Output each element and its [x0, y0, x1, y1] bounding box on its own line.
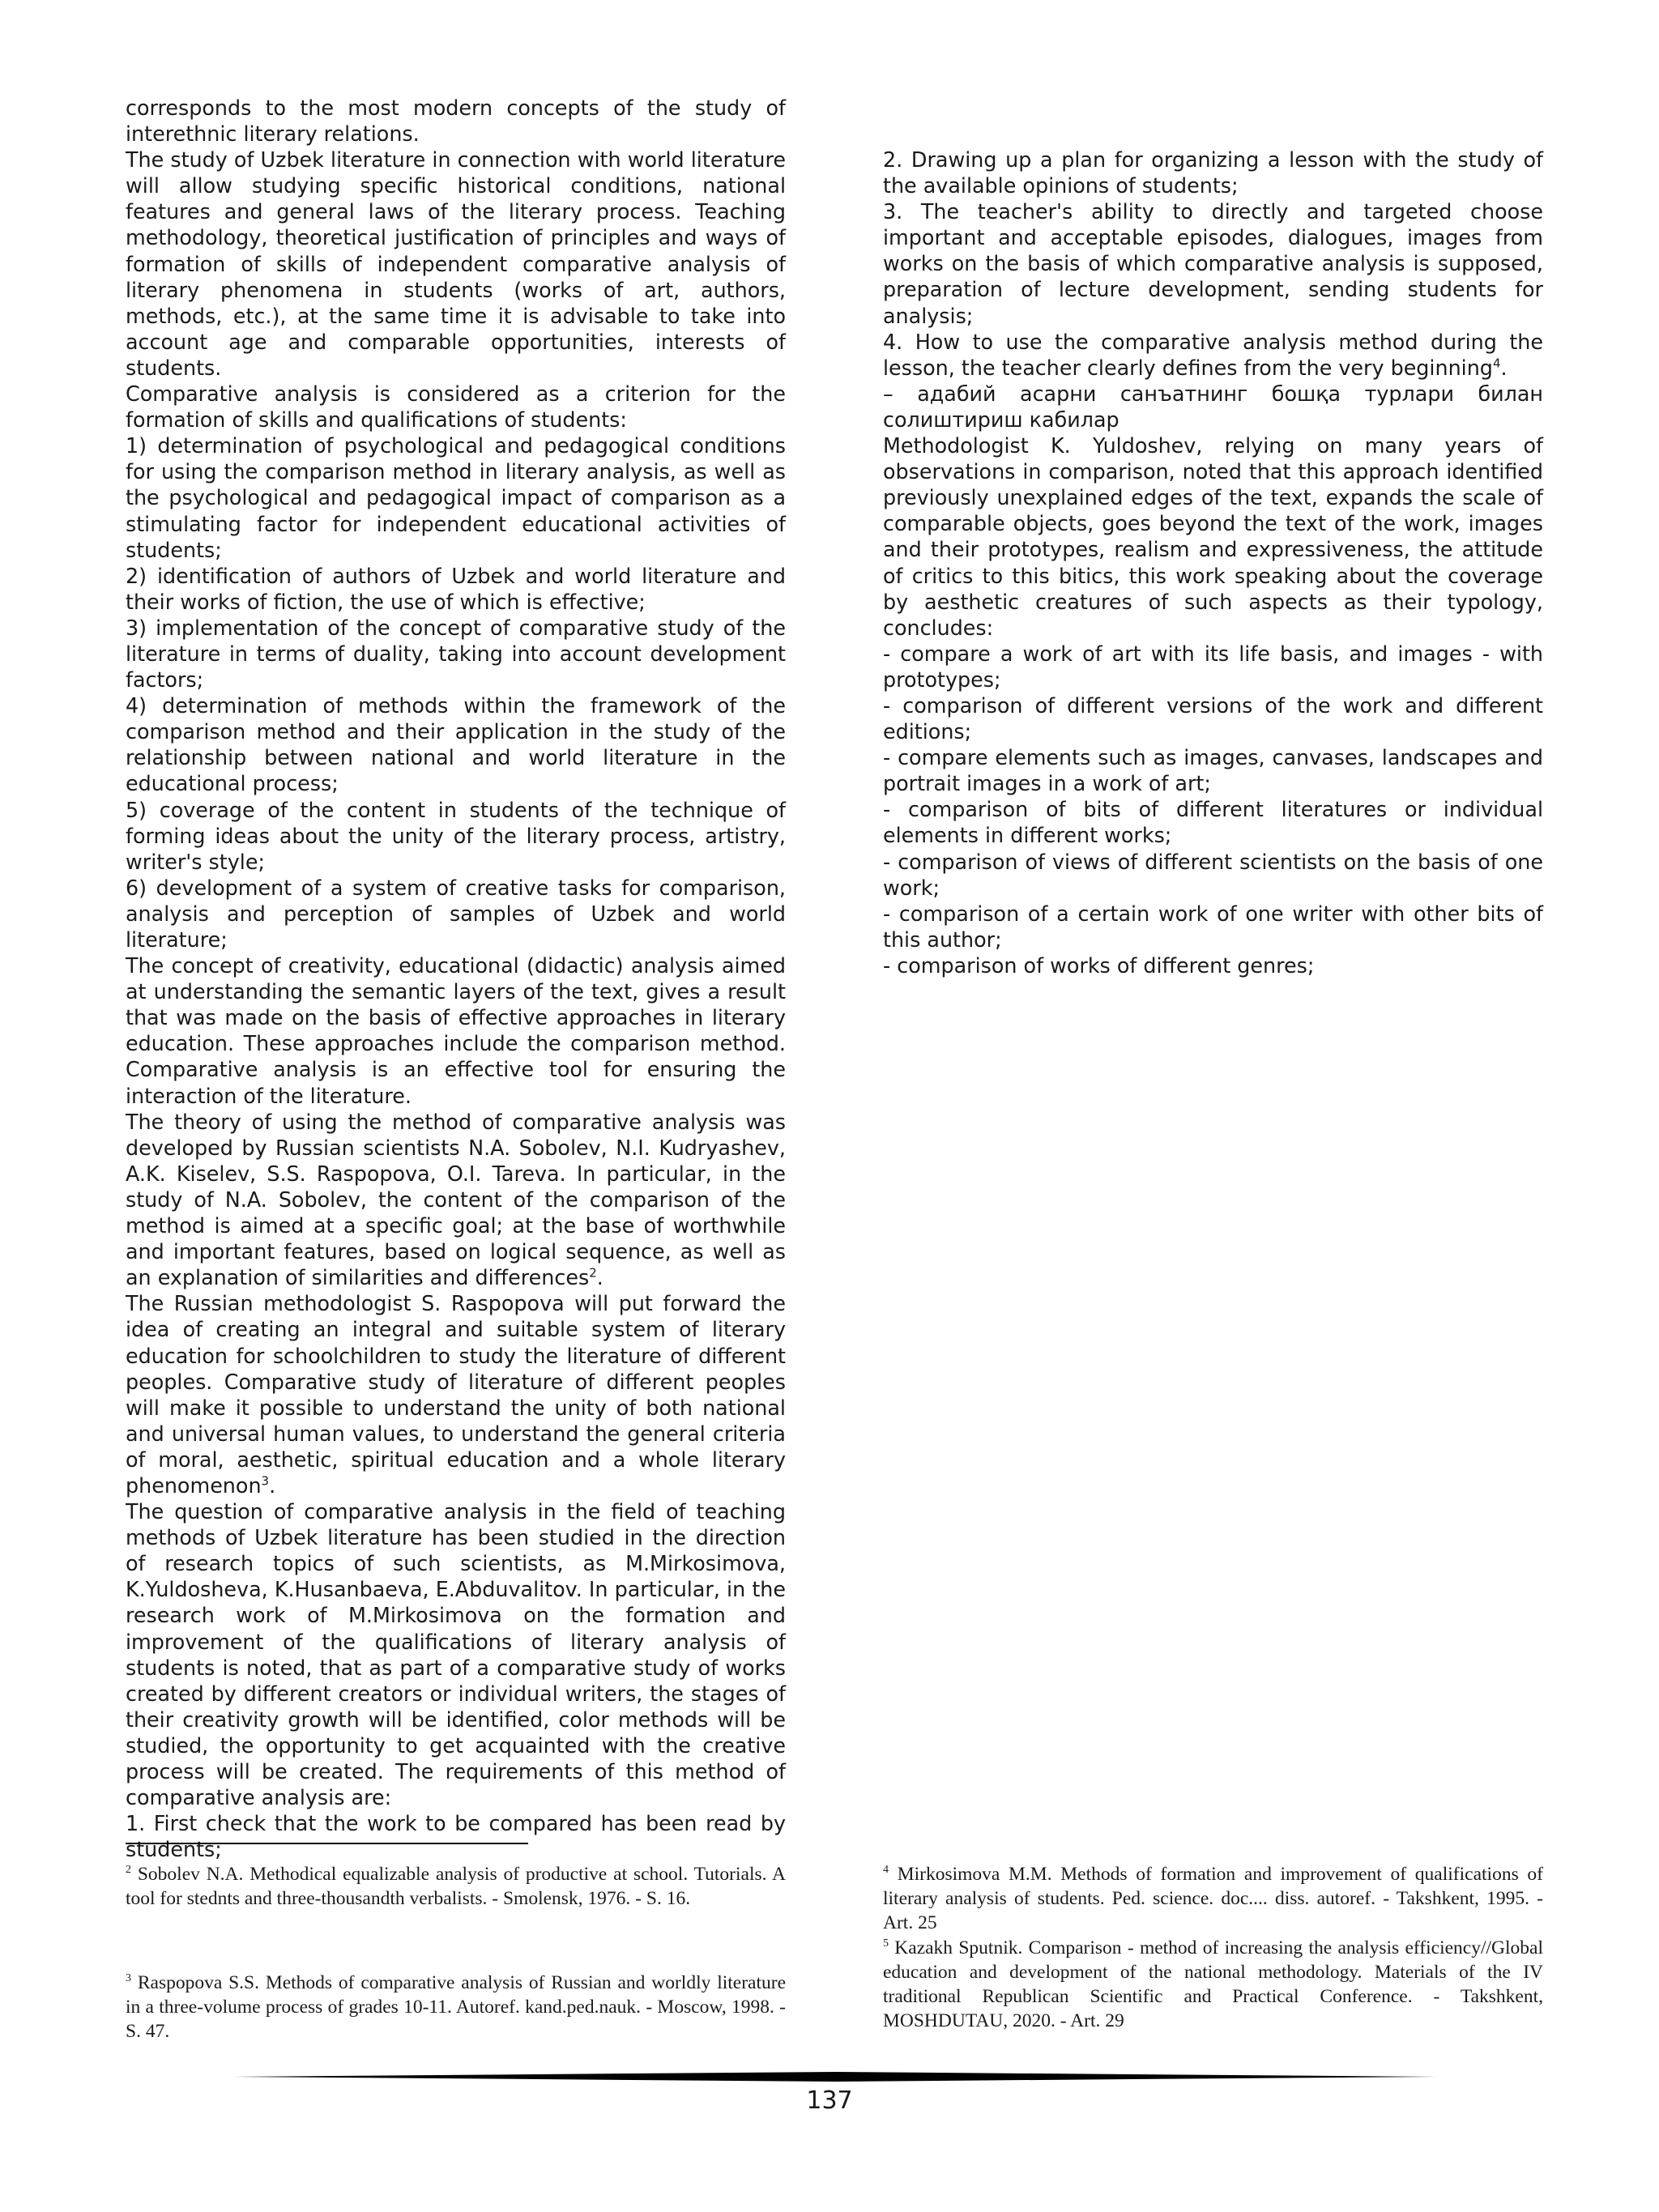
list-item: 2) identification of authors of Uzbek and world literature and their works of fiction, the use of which is effective;: [126, 563, 786, 614]
footnote-number: 4: [883, 1864, 889, 1877]
list-item: 5) coverage of the content in students of the technique of forming ideas about the unity of the literary process, artistry, writer's style;: [126, 797, 786, 874]
footnote-number: 5: [883, 1937, 889, 1950]
page-bottom-rule: [233, 2072, 1437, 2082]
paragraph: The concept of creativity, educational (didactic) analysis aimed at understanding the semantic layers of the text, gives a result that was made on the basis of effective approaches in literary education. These approaches include the comparison method. Comparative analysis is an effective tool for ensuring the interaction of the literature.: [126, 953, 786, 1108]
paragraph: corresponds to the most modern concepts of the study of interethnic literary relations.: [126, 96, 786, 147]
list-item: 1. First check that the work to be compared has been read by students;: [126, 1811, 786, 1862]
list-item: 6) development of a system of creative tasks for comparison, analysis and perception of samples of Uzbek and world literature;: [126, 875, 786, 952]
list-item: - comparison of works of different genres;: [883, 953, 1315, 978]
footnote-divider: [126, 1843, 528, 1844]
page-number: 137: [806, 2086, 853, 2115]
footnote-ref[interactable]: 4: [1492, 356, 1501, 371]
list-item: - comparison of different versions of the work and different editions;: [883, 693, 1543, 744]
paragraph-text: The theory of using the method of comparative analysis was developed by Russian scientists N.A. Sobolev, N.I. Kudryashev, A.K. Kiselev, S.S. Raspopova, O.I. Tareva. In particular, in the study of N.A. Sobolev, the content of the comparison of the method is aimed at a specific goal; at the base of worthwhile and important features, based on logical sequence, as well as an explanation of similarities and differences: [126, 1109, 786, 1290]
list-item: 3. The teacher's ability to directly and targeted choose important and acceptable episodes, dialogues, images from works on the basis of which comparative analysis is supposed, preparation of lecture development, sending students for analysis;: [883, 199, 1543, 328]
list-item: - comparison of a certain work of one writer with other bits of this author;: [883, 901, 1543, 952]
list-item: - comparison of views of different scientists on the basis of one work;: [883, 849, 1543, 900]
list-item-with-footnote: 4. How to use the comparative analysis method during the lesson, the teacher clearly defines from the very beginning$^4$.: [883, 329, 1543, 380]
footnote-3: [126, 1971, 786, 2044]
list-item: - comparison of bits of different literatures or individual elements in different works;: [883, 797, 1543, 848]
list-item: 3) implementation of the concept of comparative study of the literature in terms of duality, taking into account development factors;: [126, 615, 786, 693]
list-item: 1) determination of psychological and pedagogical conditions for using the comparison method in literary analysis, as well as the psychological and pedagogical impact of comparison as a stimulating factor for independent educational activities of students;: [126, 433, 786, 562]
list-item: 2. Drawing up a plan for organizing a lesson with the study of the available opinions of students;: [883, 147, 1543, 198]
left-column: [126, 0, 786, 1862]
right-column: [883, 0, 1543, 978]
list-item: 4) determination of methods within the framework of the comparison method and their application in the study of the relationship between national and world literature in the educational process;: [126, 693, 786, 796]
footnote-4: [883, 1862, 1543, 1936]
footnote-text: Kazakh Sputnik. Comparison - method of increasing the analysis efficiency//Global education and development of the national methodology. Materials of the IV traditional Republican Scientific and Practical Conference. - Takshkent, MOSHDUTAU, 2020. - Art. 29: [883, 1937, 1543, 2032]
footnote-ref[interactable]: 2: [589, 1265, 597, 1281]
paragraph-with-footnote: The theory of using the method of comparative analysis was developed by Russian scientists N.A. Sobolev, N.I. Kudryashev, A.K. Kiselev, S.S. Raspopova, O.I. Tareva. In particular, in the study of N.A. Sobolev, the content of the comparison of the method is aimed at a specific goal; at the base of worthwhile and important features, based on logical sequence, as well as an explanation of similarities and differences$^2$.: [126, 1109, 786, 1290]
footnote-text: Raspopova S.S. Methods of comparative analysis of Russian and worldly literature in a three-volume process of grades 10-11. Autoref. kand.ped.nauk. - Moscow, 1998. - S. 47.: [126, 1972, 787, 2043]
list-item: - compare elements such as images, canvases, landscapes and portrait images in a work of art;: [883, 745, 1543, 796]
paragraph: Comparative analysis is considered as a criterion for the formation of skills and qualifications of students:: [126, 381, 786, 433]
paragraph: The question of comparative analysis in the field of teaching methods of Uzbek literature has been studied in the direction of research topics of such scientists, as M.Mirkosimova, K.Yuldosheva, K.Husanbaeva, E.Abduvalitov. In particular, in the research work of M.Mirkosimova on the formation and improvement of the qualifications of literary analysis of students is noted, that as part of a comparative study of works created by different creators or individual writers, the stages of their creativity growth will be identified, color methods will be studied, the opportunity to get acquainted with the creative process will be created. The requirements of this method of comparative analysis are:: [126, 1499, 786, 1810]
footnote-ref[interactable]: 3: [261, 1473, 270, 1489]
footnotes-right: [883, 1862, 1543, 2033]
paragraph-with-footnote: The Russian methodologist S. Raspopova will put forward the idea of creating an integral and suitable system of literary education for schoolchildren to study the literature of different peoples. Comparative study of literature of different peoples will make it possible to understand the unity of both national and universal human values, to understand the general criteria of moral, aesthetic, spiritual education and a whole literary phenomenon$^3$.: [126, 1291, 786, 1498]
footnote-5: [883, 1936, 1543, 2034]
footnote-number: 3: [126, 1972, 131, 1985]
cyrillic-line: – адабий асарни санъатнинг бошқа турлари билан солиштириш кабилар: [883, 381, 1543, 432]
footnote-text: Sobolev N.A. Methodical equalizable analysis of productive at school. Tutorials. A tool for stednts and three-thousandth verbalists. - Smolensk, 1976. - S. 16.: [126, 1864, 786, 1910]
paragraph: Methodologist K. Yuldoshev, relying on many years of observations in comparison, noted that this approach identified previously unexplained edges of the text, expands the scale of comparable objects, goes beyond the text of the work, images and their prototypes, realism and expressiveness, the attitude of critics to this bitics, this work speaking about the coverage by aesthetic creatures of such aspects as their typology, concludes:: [883, 433, 1543, 640]
paragraph: The study of Uzbek literature in connection with world literature will allow studying specific historical conditions, national features and general laws of the literary process. Teaching methodology, theoretical justification of principles and ways of formation of skills of independent comparative analysis of literary phenomena in students (works of art, authors, methods, etc.), at the same time it is advisable to take into account age and comparable opportunities, interests of students.: [126, 147, 786, 380]
footnote-text: Mirkosimova M.M. Methods of formation and improvement of qualifications of literary analysis of students. Ped. science. doc.... diss. autoref. - Takshkent, 1995. - Art. 25: [883, 1864, 1543, 1934]
footnote-2: [126, 1862, 786, 1911]
list-item: - compare a work of art with its life basis, and images - with prototypes;: [883, 641, 1543, 692]
footnote-number: 2: [126, 1864, 131, 1877]
paragraph-text: 4. How to use the comparative analysis method during the lesson, the teacher clearly defines from the very beginning: [883, 329, 1543, 380]
paragraph-text: The Russian methodologist S. Raspopova will put forward the idea of creating an integral and suitable system of literary education for schoolchildren to study the literature of different peoples. Comparative study of literature of different peoples will make it possible to understand the unity of both national and universal human values, to understand the general criteria of moral, aesthetic, spiritual education and a whole literary phenomenon: [126, 1291, 786, 1498]
